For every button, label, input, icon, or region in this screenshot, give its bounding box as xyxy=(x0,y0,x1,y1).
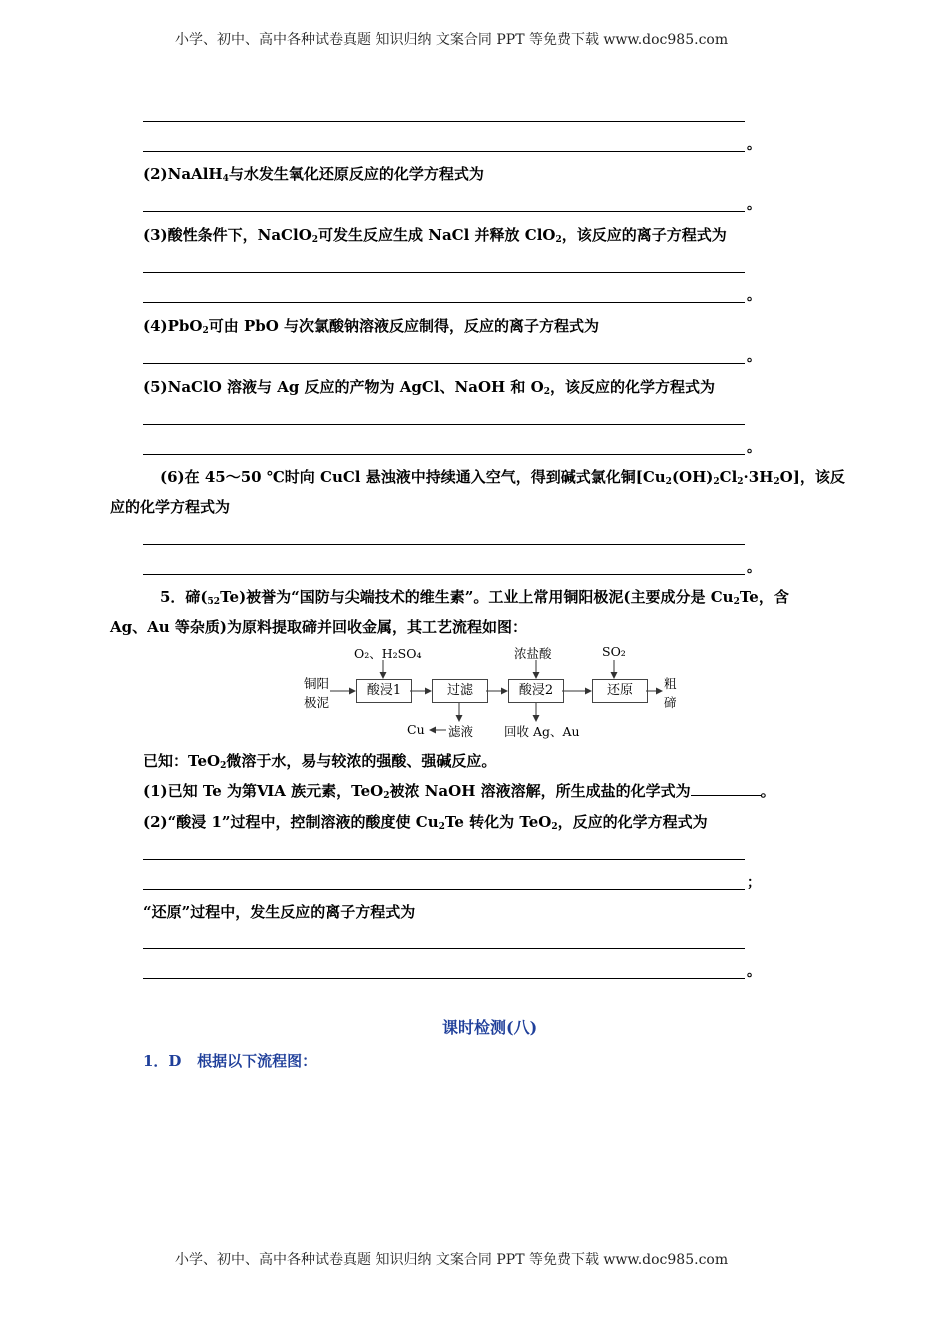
answer-line xyxy=(143,859,745,860)
question-5-intro-cont: Ag、Au 等杂质)为原料提取碲并回收金属，其工艺流程如图： xyxy=(110,618,527,636)
question-5-intro: 5．碲$(_{52}Te)$被誉为“国防与尖端技术的维生素”。工业上常用铜阳极泥(主要成分是 $Cu_2Te$，含 xyxy=(160,588,789,607)
flow-input-2: 极泥 xyxy=(304,695,330,710)
page-footer: 小学、初中、高中各种试卷真题 知识归纳 文案合同 PPT 等免费下载 www.doc985.com xyxy=(175,1252,729,1268)
fill-blank xyxy=(691,783,761,796)
page-header: 小学、初中、高中各种试卷真题 知识归纳 文案合同 PPT 等免费下载 www.doc985.com xyxy=(175,32,729,48)
flow-reagent-1: O₂、H₂SO₄ xyxy=(354,646,422,661)
period-mark: 。 xyxy=(747,560,761,576)
answer-line xyxy=(143,151,745,152)
flow-step-3: 酸浸2 xyxy=(508,679,564,703)
period-mark: 。 xyxy=(747,440,761,456)
period-mark: 。 xyxy=(747,197,761,213)
question-5-2-reduce: “还原”过程中，发生反应的离子方程式为 xyxy=(143,903,416,921)
period-mark: 。 xyxy=(747,349,761,365)
flow-step-4: 还原 xyxy=(592,679,648,703)
flow-output-2: 碲 xyxy=(664,695,677,710)
flow-filtrate: 滤液 xyxy=(448,724,474,739)
answer-line xyxy=(143,363,745,364)
flow-reagent-3: 浓盐酸 xyxy=(514,646,552,661)
answer-section-title: 课时检测(八) xyxy=(442,1018,538,1037)
flow-input-1: 铜阳 xyxy=(304,676,330,691)
period-mark: 。 xyxy=(747,137,761,153)
question-4-3: (3)酸性条件下，NaClO$_2$可发生反应生成 NaCl 并释放 ClO$_2$，该反应的离子方程式为 xyxy=(143,226,727,245)
answer-line xyxy=(143,544,745,545)
question-4-5: (5)NaClO 溶液与 Ag 反应的产物为 AgCl、NaOH 和 $O_2$，该反应的化学方程式为 xyxy=(143,378,716,397)
question-4-6-cont: 应的化学方程式为 xyxy=(110,498,231,516)
question-5-2: (2)“酸浸 1”过程中，控制溶液的酸度使 $Cu_2Te$ 转化为 TeO$_2$，反应的化学方程式为 xyxy=(143,813,708,832)
question-5-1: (1)已知 Te 为第ⅥA 族元素，TeO$_2$被浓 NaOH 溶液溶解，所生成盐的化学式为 。 xyxy=(143,782,776,801)
answer-line xyxy=(143,302,745,303)
flow-recover: 回收 Ag、Au xyxy=(504,724,580,739)
answer-line xyxy=(143,978,745,979)
semicolon-mark: ； xyxy=(747,875,761,891)
question-5-known: 已知：TeO$_2$微溶于水，易与较浓的强酸、强碱反应。 xyxy=(143,752,497,771)
question-4-4: (4)PbO$_2$可由 PbO 与次氯酸钠溶液反应制得，反应的离子方程式为 xyxy=(143,317,600,336)
flow-reagent-4: SO₂ xyxy=(602,644,626,659)
answer-line xyxy=(143,948,745,949)
answer-line xyxy=(143,272,745,273)
answer-line xyxy=(143,121,745,122)
answer-line xyxy=(143,889,745,890)
flow-output-1: 粗 xyxy=(664,676,677,691)
question-4-6: (6)在 45～50 ℃时向 CuCl 悬浊液中持续通入空气，得到碱式氯化铜$[Cu_2(OH)_2Cl_2\cdot 3H_2O]$，该反 xyxy=(160,468,845,487)
period-mark: 。 xyxy=(747,288,761,304)
flow-step-1: 酸浸1 xyxy=(356,679,412,703)
answer-line xyxy=(143,574,745,575)
answer-line xyxy=(143,454,745,455)
answer-line-1: 1．D 根据以下流程图： xyxy=(143,1052,318,1070)
period-mark: 。 xyxy=(747,964,761,980)
process-flow-diagram xyxy=(300,642,690,742)
answer-line xyxy=(143,424,745,425)
question-4-2: (2)NaAlH$_4$与水发生氧化还原反应的化学方程式为 xyxy=(143,165,484,184)
flow-step-2: 过滤 xyxy=(432,679,488,703)
flow-cu: Cu xyxy=(407,722,425,737)
answer-line xyxy=(143,211,745,212)
